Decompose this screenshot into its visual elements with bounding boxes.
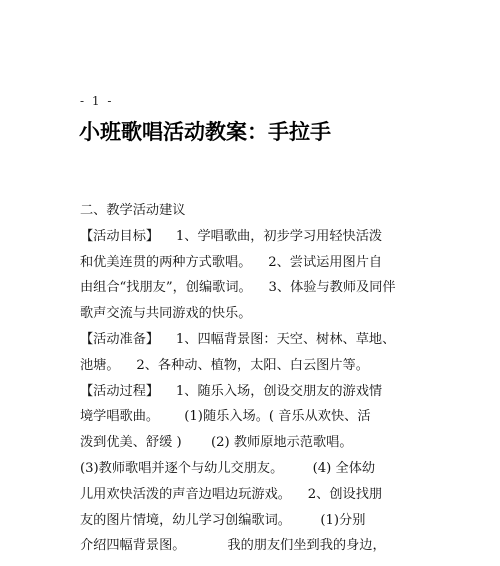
paragraph-line: 和优美连贯的两种方式歌唱。 2、尝试运用图片自: [80, 254, 383, 270]
body-text: [80, 198, 440, 559]
paragraph-line: (3)教师歌唱并逐个与幼儿交朋友。 (4) 全体幼: [80, 460, 376, 476]
paragraph-line: 【活动准备】 1、四幅背景图：天空、树林、草地、: [80, 331, 396, 347]
paragraph-line: 境学唱歌曲。 (1)随乐入场。( 音乐从欢快、活: [80, 409, 371, 425]
page-number: - 1 -: [80, 94, 114, 108]
paragraph-line: 泼到优美、舒缓 ) (2) 教师原地示范歌唱。: [80, 435, 353, 451]
page-title: 小班歌唱活动教案：手拉手: [79, 119, 331, 144]
paragraph-line: 友的图片情境，幼儿学习创编歌词。 (1)分别: [80, 512, 366, 528]
paragraph-line: 【活动目标】 1、学唱歌曲，初步学习用轻快活泼: [80, 228, 383, 244]
paragraph-line: 介绍四幅背景图。 我的朋友们坐到我的身边，: [80, 538, 386, 554]
paragraph-line: 由组合“找朋友”，创编歌词。 3、体验与教师及同伴: [80, 280, 396, 296]
section-heading: 二、教学活动建议: [80, 203, 186, 218]
paragraph-line: 【活动过程】 1、随乐入场，创设交朋友的游戏情: [80, 383, 383, 399]
paragraph-line: 歌声交流与共同游戏的快乐。: [80, 306, 252, 322]
paragraph-line: 池塘。 2、各种动、植物，太阳、白云图片等。: [80, 357, 369, 373]
paragraph-line: 儿用欢快活泼的声音边唱边玩游戏。 2、创设找朋: [80, 486, 383, 502]
